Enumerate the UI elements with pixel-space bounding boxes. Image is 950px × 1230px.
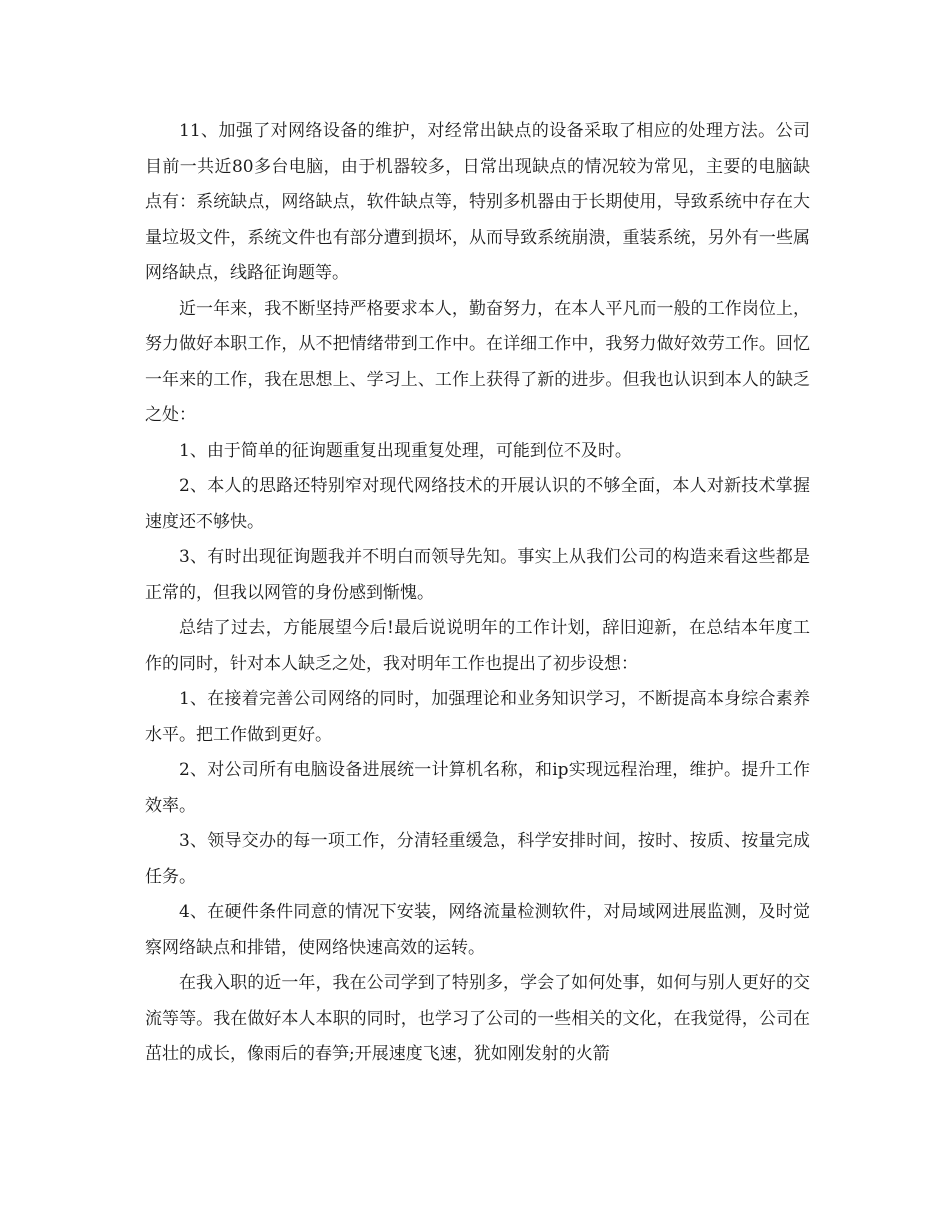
paragraph-plan-3: 3、领导交办的每一项工作，分清轻重缓急，科学安排时间，按时、按质、按量完成任务。	[145, 831, 810, 887]
paragraph-shortcoming-2: 2、本人的思路还特别窄对现代网络技术的开展认识的不够全面，本人对新技术掌握速度还不够快。	[145, 476, 810, 532]
paragraph-company-growth: 在我入职的近一年，我在公司学到了特别多，学会了如何处事，如何与别人更好的交流等等。我在做好本人本职的同时，也学习了公司的一些相关的文化，在我觉得，公司在茁壮的成长，像雨后的春笋;开展速度飞速，犹如刚发射的火箭	[145, 973, 810, 1064]
paragraph-plan-4: 4、在硬件条件同意的情况下安装，网络流量检测软件，对局域网进展监测，及时觉察网络缺点和排错，使网络快速高效的运转。	[145, 902, 810, 958]
document-body	[145, 114, 810, 1073]
paragraph-network-maintenance: 11、加强了对网络设备的维护，对经常出缺点的设备采取了相应的处理方法。公司目前一共近80多台电脑，由于机器较多，日常出现缺点的情况较为常见，主要的电脑缺点有：系统缺点，网络缺点，软件缺点等，特别多机器由于长期使用，导致系统中存在大量垃圾文件，系统文件也有部分遭到损坏，从而导致系统崩溃，重装系统，另外有一些属网络缺点，线路征询题等。	[145, 121, 810, 283]
paragraph-shortcoming-1: 1、由于简单的征询题重复出现重复处理，可能到位不及时。	[179, 440, 632, 461]
paragraph-plan-2: 2、对公司所有电脑设备进展统一计算机名称，和ip实现远程治理，维护。提升工作效率。	[145, 760, 810, 816]
paragraph-plan-1: 1、在接着完善公司网络的同时，加强理论和业务知识学习，不断提高本身综合素养水平。把工作做到更好。	[145, 689, 810, 745]
paragraph-shortcoming-3: 3、有时出现征询题我并不明白而领导先知。事实上从我们公司的构造来看这些都是正常的，但我以网管的身份感到惭愧。	[145, 547, 810, 603]
paragraph-plan-intro: 总结了过去，方能展望今后!最后说说明年的工作计划，辞旧迎新，在总结本年度工作的同时，针对本人缺乏之处，我对明年工作也提出了初步设想：	[145, 618, 810, 674]
paragraph-year-review: 近一年来，我不断坚持严格要求本人，勤奋努力，在本人平凡而一般的工作岗位上，努力做好本职工作，从不把情绪带到工作中。在详细工作中，我努力做好效劳工作。回忆一年来的工作，我在思想上、学习上、工作上获得了新的进步。但我也认识到本人的缺乏之处：	[145, 298, 810, 425]
